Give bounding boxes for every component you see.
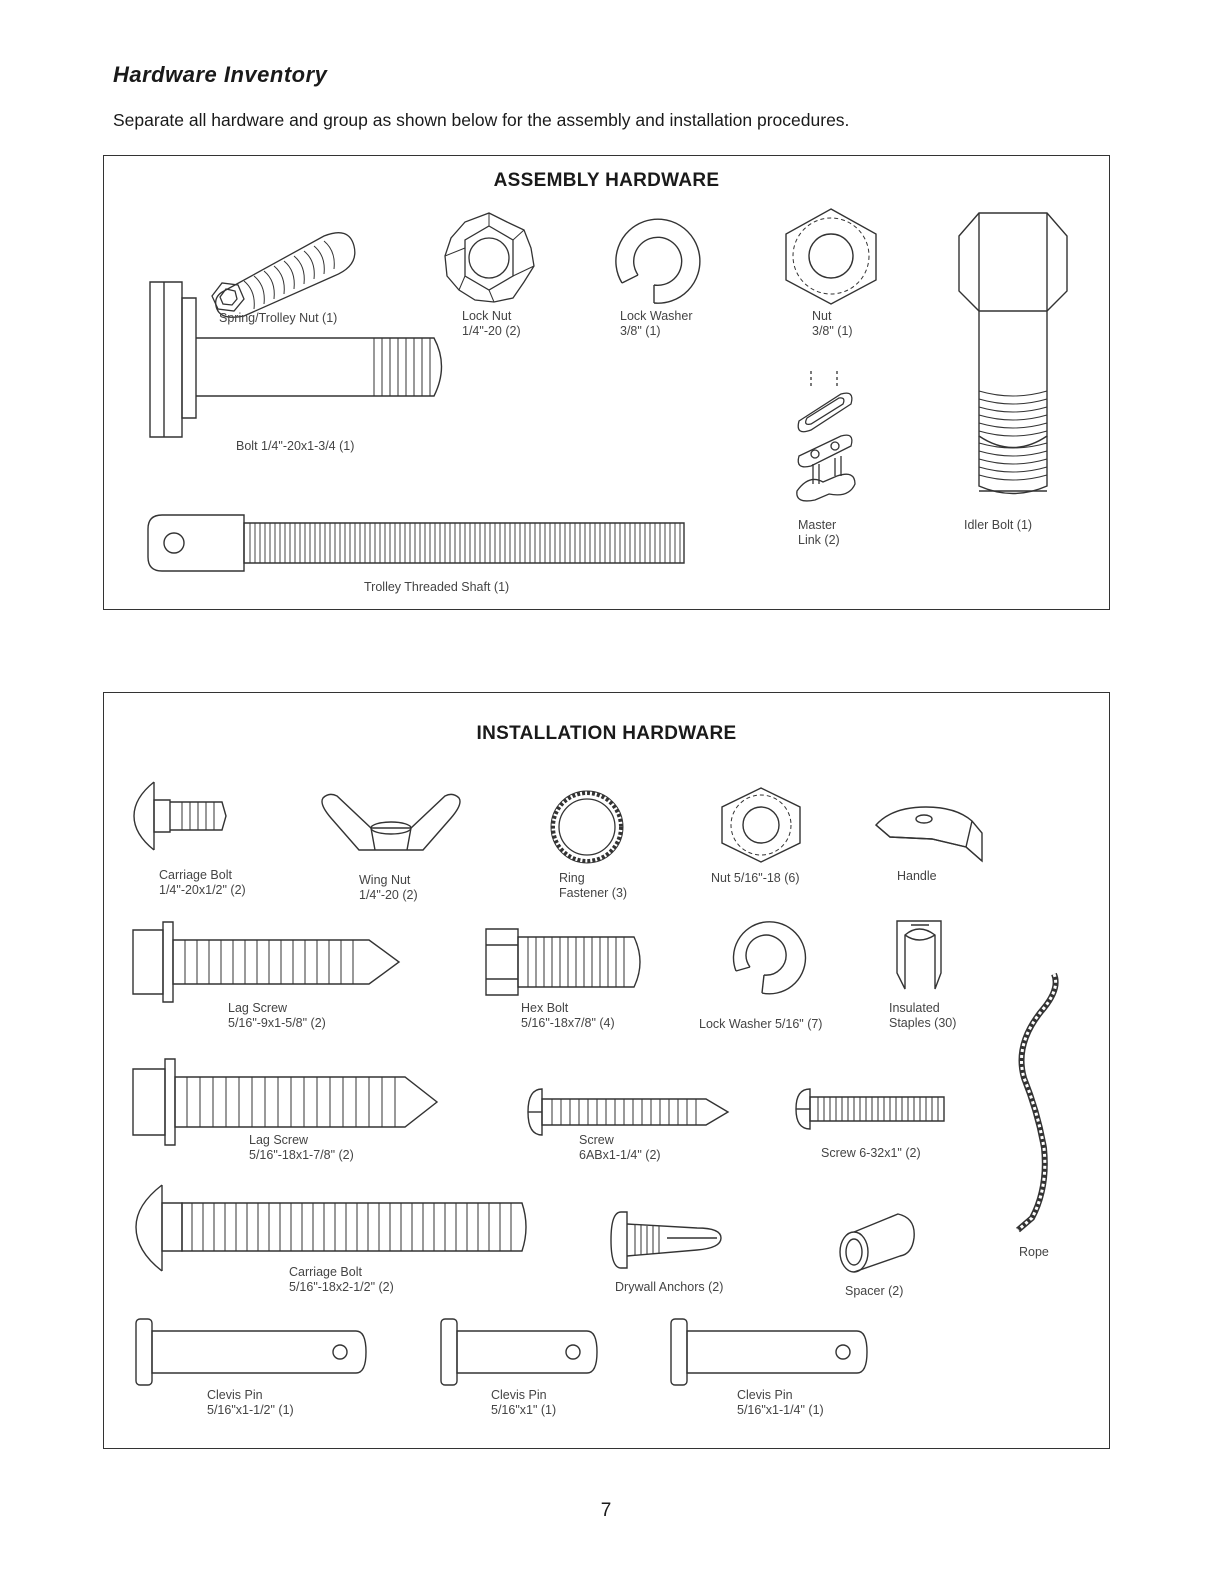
screw-6-32-label: Screw 6-32x1" (2) <box>821 1146 921 1160</box>
lag-screw-long-label <box>249 1133 354 1163</box>
spacer-label: Spacer (2) <box>845 1284 904 1298</box>
hex-bolt-spec: 5/16"-18x7/8" (4) <box>521 1016 615 1030</box>
ring-fastener-icon <box>547 783 627 868</box>
hex-nut-icon <box>776 206 886 306</box>
assembly-hardware-panel <box>103 155 1110 610</box>
insulated-staples-name: Insulated <box>889 1001 940 1015</box>
carriage-bolt-small-icon <box>132 778 232 858</box>
wing-nut-spec: 1/4"-20 (2) <box>359 888 418 902</box>
insulated-staples-label <box>889 1001 956 1031</box>
master-link-icon <box>789 366 869 506</box>
idler-bolt-icon <box>949 211 1074 501</box>
wing-nut-icon <box>319 788 464 863</box>
carriage-bolt-large-spec: 5/16"-18x2-1/2" (2) <box>289 1280 394 1294</box>
spacer-icon <box>836 1208 921 1278</box>
screw-6ab-spec: 6ABx1-1/4" (2) <box>579 1148 661 1162</box>
page-number: 7 <box>600 1500 612 1521</box>
clevis-pin-b-name: Clevis Pin <box>491 1388 547 1402</box>
lock-washer-label <box>620 309 692 339</box>
threaded-shaft-icon <box>144 511 689 581</box>
ring-fastener-label <box>559 871 627 901</box>
wing-nut-name: Wing Nut <box>359 873 411 887</box>
lag-screw-long-spec: 5/16"-18x1-7/8" (2) <box>249 1148 354 1162</box>
clevis-pin-b-spec: 5/16"x1" (1) <box>491 1403 557 1417</box>
carriage-bolt-small-name: Carriage Bolt <box>159 868 232 882</box>
lag-screw-short-name: Lag Screw <box>228 1001 288 1015</box>
rope-label: Rope <box>1019 1245 1049 1259</box>
clevis-pin-a-label <box>207 1388 294 1418</box>
clevis-pin-a-name: Clevis Pin <box>207 1388 263 1402</box>
installation-hardware-heading: INSTALLATION HARDWARE <box>476 723 737 744</box>
drywall-anchor-icon <box>607 1208 732 1273</box>
screw-6ab-icon <box>524 1085 734 1140</box>
nut-name: Nut <box>812 309 832 323</box>
screw-6ab-label <box>579 1133 661 1163</box>
ring-fastener-name: Ring <box>559 871 585 885</box>
trolley-shaft-label: Trolley Threaded Shaft (1) <box>364 580 510 594</box>
lock-nut-label <box>462 309 521 339</box>
lock-washer-name: Lock Washer <box>620 309 693 323</box>
lock-washer-5-16-label: Lock Washer 5/16" (7) <box>699 1017 823 1031</box>
clevis-pin-b-label <box>491 1388 556 1418</box>
lag-screw-short-spec: 5/16"-9x1-5/8" (2) <box>228 1016 326 1030</box>
insulated-staple-icon <box>891 915 951 995</box>
hex-bolt-icon <box>482 925 652 1000</box>
assembly-hardware-heading: ASSEMBLY HARDWARE <box>493 170 720 191</box>
lag-screw-short-label <box>228 1001 326 1031</box>
machine-screw-icon <box>792 1085 952 1135</box>
clevis-pin-c-icon <box>667 1315 872 1390</box>
intro-text: Separate all hardware and group as shown below for the assembly and installation procedures. <box>113 110 850 130</box>
clevis-pin-c-label <box>737 1388 824 1418</box>
installation-hardware-panel <box>103 692 1110 1449</box>
carriage-bolt-large-name: Carriage Bolt <box>289 1265 362 1279</box>
hex-bolt-label <box>521 1001 615 1031</box>
lag-screw-short-icon <box>129 918 409 1008</box>
carriage-bolt-large-label <box>289 1265 394 1295</box>
ring-fastener-spec: Fastener (3) <box>559 886 628 900</box>
clevis-pin-a-icon <box>132 1315 372 1390</box>
clevis-pin-c-name: Clevis Pin <box>737 1388 793 1402</box>
hex-bolt-name: Hex Bolt <box>521 1001 569 1015</box>
bolt-icon <box>144 276 459 446</box>
carriage-bolt-small-label <box>159 868 246 898</box>
master-link-label <box>798 518 840 548</box>
clevis-pin-b-icon <box>437 1315 602 1390</box>
hex-nut-small-icon <box>716 785 806 865</box>
lock-nut-spec: 1/4"-20 (2) <box>462 324 521 338</box>
lock-nut-name: Lock Nut <box>462 309 512 323</box>
nut-5-16-label: Nut 5/16"-18 (6) <box>711 871 800 885</box>
lock-washer-small-icon <box>722 915 812 1000</box>
bolt-label: Bolt 1/4"-20x1-3/4 (1) <box>236 439 355 453</box>
screw-6ab-name: Screw <box>579 1133 614 1147</box>
clevis-pin-a-spec: 5/16"x1-1/2" (1) <box>207 1403 294 1417</box>
handle-icon <box>872 803 987 868</box>
handle-label: Handle <box>897 869 937 883</box>
nut-label <box>812 309 853 339</box>
spring-trolley-nut-label: Spring/Trolley Nut (1) <box>219 311 338 325</box>
master-link-spec: Link (2) <box>798 533 840 547</box>
rope-icon <box>1004 968 1064 1238</box>
lock-washer-icon <box>602 211 712 311</box>
drywall-anchors-label: Drywall Anchors (2) <box>615 1280 724 1294</box>
idler-bolt-label: Idler Bolt (1) <box>964 518 1033 532</box>
master-link-name: Master <box>798 518 837 532</box>
lock-washer-spec: 3/8" (1) <box>620 324 661 338</box>
wing-nut-label <box>359 873 418 903</box>
page-title: Hardware Inventory <box>113 62 328 87</box>
clevis-pin-c-spec: 5/16"x1-1/4" (1) <box>737 1403 824 1417</box>
carriage-bolt-small-spec: 1/4"-20x1/2" (2) <box>159 883 246 897</box>
insulated-staples-spec: Staples (30) <box>889 1016 957 1030</box>
carriage-bolt-large-icon <box>134 1181 534 1276</box>
lag-screw-long-name: Lag Screw <box>249 1133 309 1147</box>
nut-spec: 3/8" (1) <box>812 324 853 338</box>
